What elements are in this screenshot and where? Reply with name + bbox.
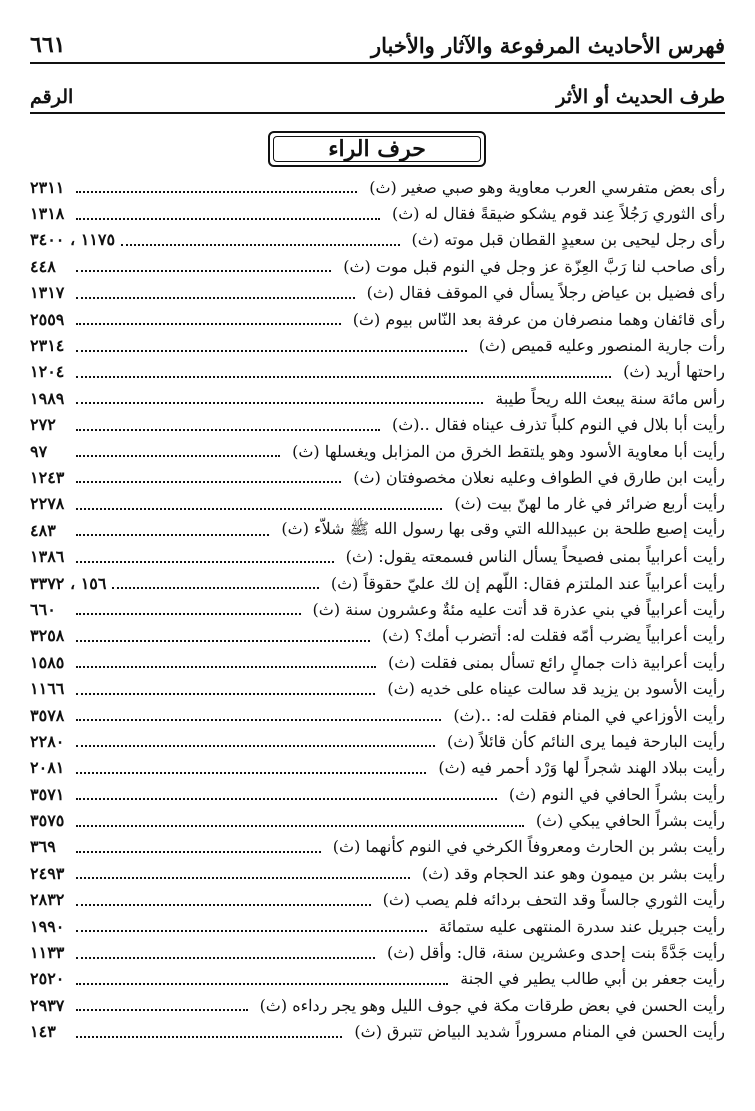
running-title: فهرس الأحاديث المرفوعة والآثار والأخبار [371, 33, 725, 58]
leader-dots [76, 508, 442, 510]
page-number: ٦٦١ [30, 32, 66, 58]
index-entry [30, 464, 725, 490]
entry-number: ١٢٤٣ [30, 467, 65, 487]
leader-dots [76, 455, 280, 457]
leader-dots [121, 244, 399, 246]
entry-number: ١٣١٨ [30, 204, 65, 224]
entry-number: ٤٨٣ [30, 520, 56, 540]
entry-text: رأيت الحسن في بعض طرقات مكة في جوف الليل وهو يجر رداءه (ث) [259, 995, 725, 1015]
entry-text: رأى فضيل بن عياض رجلاً يسأل في الموقف فقال (ث) [366, 283, 725, 303]
leader-dots [76, 402, 483, 404]
entry-number: ١١٦٦ [30, 679, 65, 699]
leader-dots [76, 561, 334, 563]
leader-dots [76, 745, 435, 747]
leader-dots [76, 666, 376, 668]
leader-dots [76, 191, 357, 193]
index-entry [30, 280, 725, 306]
index-entry [30, 412, 725, 438]
leader-dots [76, 376, 611, 378]
leader-dots [76, 798, 497, 800]
entry-text: راحتها أريد (ث) [623, 362, 725, 382]
entry-text: رأيت بشراً الحافي يبكي (ث) [535, 811, 725, 831]
leader-dots [76, 772, 426, 774]
entry-text: رأيت الأوزاعي في المنام فقلت له: ..(ث) [453, 705, 725, 725]
entry-text: رأيت أعرابية ذات جمالٍ رائع تسأل بمنى فقلت (ث) [388, 652, 725, 672]
entry-number: ٢٣١٤ [30, 336, 65, 356]
leader-dots [76, 877, 410, 879]
entry-text: رأيت ابن طارق في الطواف وعليه نعلان مخصوفتان (ث) [353, 467, 725, 487]
leader-dots [76, 481, 341, 483]
entry-text: رأيت البارحة فيما يرى النائم كأن قائلاً (ث) [447, 731, 725, 751]
entry-number: ٢٧٢ [30, 415, 56, 435]
index-entry [30, 543, 725, 569]
entry-text: رأى قائفان وهما منصرفان من عرفة بعد النّاس بيوم (ث) [352, 309, 725, 329]
leader-dots [76, 1009, 248, 1011]
entry-text: رأس مائة سنة يبعث الله ريحاً طيبة [495, 388, 725, 408]
index-entry [30, 332, 725, 358]
index-entry [30, 755, 725, 781]
index-entry [30, 887, 725, 913]
entry-text: رأيت أعرابياً بمنى فصيحاً يسأل الناس فسمعته يقول: (ث) [345, 547, 725, 567]
index-entry [30, 834, 725, 860]
index-entry [30, 860, 725, 886]
entry-number: ٣٥٧٥ [30, 811, 65, 831]
entry-number: ٢٣١١ [30, 177, 65, 197]
running-header [30, 28, 725, 64]
entry-text: رأيت الأسود بن يزيد قد سالت عيناه على خديه (ث) [387, 679, 725, 699]
leader-dots [76, 297, 355, 299]
column-headers [30, 82, 725, 114]
index-entry [30, 992, 725, 1018]
leader-dots [76, 350, 467, 352]
entry-number: ١٤٣ [30, 1022, 56, 1042]
index-entry [30, 939, 725, 965]
entry-number: ١٥٦ ، ٣٣٧٢ [30, 573, 107, 593]
entry-number: ٢٥٢٠ [30, 969, 65, 989]
column-header-number: الرقم [30, 86, 74, 108]
entry-number: ٣٥٧١ [30, 784, 65, 804]
leader-dots [76, 613, 301, 615]
index-entry [30, 227, 725, 253]
index-entry [30, 781, 725, 807]
index-entry [30, 807, 725, 833]
leader-dots [76, 719, 441, 721]
index-entry [30, 649, 725, 675]
entry-text: رأيت الثوري جالساً وقد التحف بردائه فلم يصب (ث) [382, 890, 725, 910]
index-entry [30, 438, 725, 464]
index-entry [30, 385, 725, 411]
index-entry [30, 702, 725, 728]
index-entry [30, 174, 725, 200]
entry-number: ١٩٩٠ [30, 916, 65, 936]
entry-text: رأى رجل ليحيى بن سعيدٍ القطان قبل موته (ث) [411, 230, 725, 250]
leader-dots [76, 825, 524, 827]
leader-dots [112, 587, 318, 589]
index-entry [30, 491, 725, 517]
entry-number: ٩٧ [30, 441, 48, 461]
entry-text: رأيت أعرابياً عند الملتزم فقال: اللّهم إن لك عليّ حقوقاً (ث) [330, 573, 725, 593]
entry-text: رأيت أبا معاوية الأسود وهو يلتقط الخرق من المزابل ويغسلها (ث) [292, 441, 725, 461]
leader-dots [76, 1036, 342, 1038]
entry-text: رأت جارية المنصور وعليه قميص (ث) [478, 336, 725, 356]
entry-text: رأيت جبريل عند سدرة المنتهى عليه ستمائة [438, 916, 725, 936]
entry-text: رأيت بشراً الحافي في النوم (ث) [508, 784, 725, 804]
entry-number: ٤٤٨ [30, 256, 56, 276]
leader-dots [76, 930, 427, 932]
index-entry [30, 1019, 725, 1045]
entry-number: ٣٦٩ [30, 837, 56, 857]
entry-text: رأيت بشر بن ميمون وهو عند الحجام وقد (ث) [421, 863, 725, 883]
index-entry [30, 517, 725, 543]
leader-dots [76, 904, 371, 906]
entry-text: رأى صاحب لنا رَبَّ العِزّة عز وجل في النوم قبل موت (ث) [343, 256, 725, 276]
index-entry [30, 596, 725, 622]
entry-number: ١٥٨٥ [30, 652, 65, 672]
entry-text: رأيت ببلاد الهند شجراً لها وَرْد أحمر فيه (ث) [438, 758, 725, 778]
entry-number: ٦٦٠ [30, 599, 56, 619]
index-entry [30, 359, 725, 385]
leader-dots [76, 983, 448, 985]
entry-number: ٢٩٣٧ [30, 995, 65, 1015]
leader-dots [76, 429, 380, 431]
index-entry [30, 306, 725, 332]
entry-text: رأيت جعفر بن أبي طالب يطير في الجنة [460, 969, 725, 989]
leader-dots [76, 957, 375, 959]
section-heading-box [268, 131, 486, 167]
entry-number: ١٩٨٩ [30, 388, 65, 408]
leader-dots [76, 270, 331, 272]
entry-number: ٢٥٥٩ [30, 309, 65, 329]
column-header-hadith: طرف الحديث أو الأثر [556, 86, 725, 108]
index-entry [30, 913, 725, 939]
entry-text: رأى بعض متفرسي العرب معاوية وهو صبي صغير (ث) [369, 177, 725, 197]
leader-dots [76, 323, 341, 325]
index-entry [30, 966, 725, 992]
index-entry [30, 675, 725, 701]
entry-text: رأيت أعرابياً في بني عذرة قد أتت عليه مئةٌ وعشرون سنة (ث) [312, 599, 725, 619]
entry-number: ٢٢٨٠ [30, 731, 65, 751]
index-entry [30, 623, 725, 649]
entry-number: ٣٢٥٨ [30, 626, 65, 646]
entry-text: رأيت الحسن في المنام مسروراً شديد البياض تتبرق (ث) [354, 1022, 725, 1042]
entry-text: رأيت أربع ضرائر في غار ما لهنّ بيت (ث) [454, 494, 725, 514]
index-entries [30, 174, 725, 1045]
entry-number: ١٢٠٤ [30, 362, 65, 382]
index-entry [30, 728, 725, 754]
entry-number: ١٣٨٦ [30, 547, 65, 567]
entry-text: رأى الثوري رَجُلاً عِند قوم يشكو ضيقةً فقال له (ث) [391, 204, 725, 224]
index-entry [30, 253, 725, 279]
leader-dots [76, 534, 269, 536]
entry-number: ١١٧٥ ، ٣٤٠٠ [30, 230, 116, 250]
entry-text: رأيت بشر بن الحارث ومعروفاً الكرخي في النوم كأنهما (ث) [332, 837, 725, 857]
leader-dots [76, 693, 375, 695]
leader-dots [76, 640, 370, 642]
leader-dots [76, 218, 380, 220]
entry-text: رأيت أعرابياً يضرب أمّه فقلت له: أتضرب أمك؟ (ث) [381, 626, 725, 646]
entry-number: ٣٥٧٨ [30, 705, 65, 725]
entry-number: ١٣١٧ [30, 283, 65, 303]
index-entry [30, 570, 725, 596]
entry-number: ٢٠٨١ [30, 758, 65, 778]
entry-number: ١١٣٣ [30, 943, 65, 963]
entry-text: رأيت جَدَّةً بنت إحدى وعشرين سنة، قال: وأقل (ث) [387, 943, 725, 963]
leader-dots [76, 851, 321, 853]
section-title: حرف الراء [328, 136, 426, 162]
entry-number: ٢٤٩٣ [30, 863, 65, 883]
entry-text: رأيت أبا بلال في النوم كلباً تذرف عيناه فقال ..(ث) [391, 415, 725, 435]
entry-number: ٢٢٧٨ [30, 494, 65, 514]
index-entry [30, 200, 725, 226]
entry-text: رأيت إصبع طلحة بن عبيدالله التي وقى بها رسول الله ﷺ شلاّء (ث) [281, 518, 725, 538]
entry-number: ٢٨٣٢ [30, 890, 65, 910]
